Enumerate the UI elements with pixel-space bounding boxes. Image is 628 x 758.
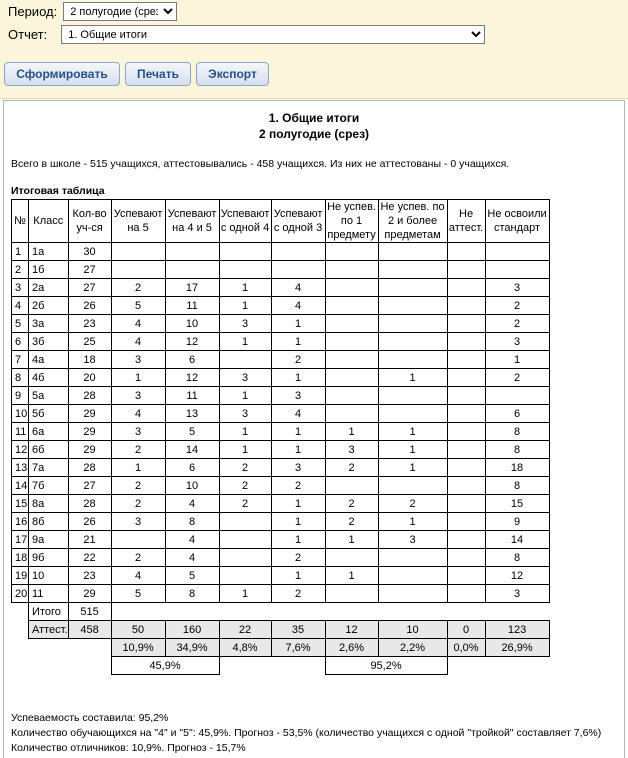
table-cell: 3 xyxy=(271,459,325,477)
table-cell xyxy=(447,387,485,405)
table-cell xyxy=(219,261,271,279)
attest-cell: 12 xyxy=(325,621,378,639)
col-header: Успевают с одной 3 xyxy=(271,200,325,243)
table-cell: 1 xyxy=(219,279,271,297)
attest-cell: 0 xyxy=(447,621,485,639)
table-cell: 1 xyxy=(378,423,447,441)
table-cell: 1 xyxy=(271,495,325,513)
table-cell: 5 xyxy=(111,585,165,603)
table-cell xyxy=(378,261,447,279)
class-name: 6а xyxy=(29,423,69,441)
col-header: Не освоили стандарт xyxy=(485,200,549,243)
table-row xyxy=(12,441,550,459)
table-cell: 8 xyxy=(485,423,549,441)
table-cell xyxy=(447,351,485,369)
table-cell: 29 xyxy=(68,405,111,423)
table-cell: 2 xyxy=(271,477,325,495)
table-cell xyxy=(325,477,378,495)
table-cell: 26 xyxy=(68,297,111,315)
report-label: Отчет: xyxy=(8,27,48,42)
table-cell xyxy=(378,405,447,423)
table-cell: 5 xyxy=(165,567,219,585)
row-number: 20 xyxy=(12,585,29,603)
table-cell: 1 xyxy=(111,459,165,477)
period-row xyxy=(8,2,177,21)
table-row xyxy=(12,513,550,531)
group-percent-right: 95,2% xyxy=(325,657,447,675)
table-cell: 1 xyxy=(111,369,165,387)
table-cell xyxy=(447,423,485,441)
table-cell: 2 xyxy=(485,315,549,333)
table-cell: 29 xyxy=(68,423,111,441)
table-cell: 1 xyxy=(485,351,549,369)
table-cell: 21 xyxy=(68,531,111,549)
report-summary: Всего в школе - 515 учащихся, аттестовывались - 458 учащихся. Из них не аттестованы - 0 учащихся. xyxy=(11,158,510,170)
table-cell: 12 xyxy=(485,567,549,585)
table-cell: 11 xyxy=(165,297,219,315)
class-name: 8б xyxy=(29,513,69,531)
table-cell xyxy=(447,369,485,387)
percent-cell: 34,9% xyxy=(165,639,219,657)
table-cell: 6 xyxy=(165,459,219,477)
table-cell: 3 xyxy=(219,405,271,423)
table-cell xyxy=(325,333,378,351)
table-cell: 1 xyxy=(378,369,447,387)
table-cell xyxy=(219,513,271,531)
table-cell: 3 xyxy=(325,441,378,459)
table-cell xyxy=(447,297,485,315)
table-cell xyxy=(485,243,549,261)
table-cell xyxy=(447,279,485,297)
table-cell: 13 xyxy=(165,405,219,423)
table-cell: 26 xyxy=(68,513,111,531)
table-cell: 3 xyxy=(485,333,549,351)
table-cell: 2 xyxy=(111,441,165,459)
table-cell: 2 xyxy=(111,549,165,567)
table-cell xyxy=(378,549,447,567)
table-row xyxy=(12,549,550,567)
class-name: 7б xyxy=(29,477,69,495)
table-cell: 2 xyxy=(325,495,378,513)
table-cell: 10 xyxy=(165,315,219,333)
table-cell: 1 xyxy=(325,567,378,585)
period-label: Период: xyxy=(8,4,58,19)
table-cell: 5 xyxy=(111,297,165,315)
table-cell: 22 xyxy=(68,549,111,567)
table-cell: 2 xyxy=(111,495,165,513)
table-cell xyxy=(447,459,485,477)
table-cell: 11 xyxy=(165,387,219,405)
table-cell: 2 xyxy=(271,585,325,603)
row-number: 5 xyxy=(12,315,29,333)
total-row xyxy=(12,603,550,621)
total-value: 515 xyxy=(68,603,111,621)
table-cell xyxy=(447,567,485,585)
total-label: Итого xyxy=(29,603,69,621)
footer-line: Количество отличников: 10,9%. Прогноз - 15,7% xyxy=(11,742,246,754)
row-number: 19 xyxy=(12,567,29,585)
table-row xyxy=(12,369,550,387)
row-number: 9 xyxy=(12,387,29,405)
table-cell xyxy=(219,567,271,585)
col-header: Успевают на 5 xyxy=(111,200,165,243)
table-cell: 3 xyxy=(219,315,271,333)
class-name: 2а xyxy=(29,279,69,297)
table-cell xyxy=(447,513,485,531)
table-cell: 2 xyxy=(378,495,447,513)
attest-cell: 458 xyxy=(68,621,111,639)
table-cell xyxy=(378,477,447,495)
results-table xyxy=(11,199,550,675)
attest-cell: 35 xyxy=(271,621,325,639)
table-cell: 1 xyxy=(325,531,378,549)
table-cell xyxy=(325,387,378,405)
table-cell xyxy=(111,243,165,261)
table-cell xyxy=(485,261,549,279)
row-number: 17 xyxy=(12,531,29,549)
class-name: 4б xyxy=(29,369,69,387)
attest-cell: 50 xyxy=(111,621,165,639)
table-cell xyxy=(378,279,447,297)
class-name: 7а xyxy=(29,459,69,477)
row-number: 7 xyxy=(12,351,29,369)
table-cell: 3 xyxy=(111,513,165,531)
row-number: 4 xyxy=(12,297,29,315)
table-cell xyxy=(219,243,271,261)
table-cell: 4 xyxy=(271,405,325,423)
table-row xyxy=(12,567,550,585)
table-cell xyxy=(378,351,447,369)
table-cell: 4 xyxy=(111,315,165,333)
table-cell: 1 xyxy=(325,423,378,441)
col-header: Не успев. по 1 предмету xyxy=(325,200,378,243)
table-cell xyxy=(111,531,165,549)
table-cell: 1 xyxy=(219,423,271,441)
table-cell xyxy=(219,531,271,549)
table-cell: 2 xyxy=(219,459,271,477)
table-cell xyxy=(447,585,485,603)
table-cell xyxy=(378,387,447,405)
table-row xyxy=(12,333,550,351)
table-cell xyxy=(219,549,271,567)
table-cell: 2 xyxy=(485,297,549,315)
table-cell xyxy=(325,549,378,567)
percent-cell: 10,9% xyxy=(111,639,165,657)
period-select[interactable] xyxy=(63,2,177,21)
table-row xyxy=(12,459,550,477)
table-cell: 8 xyxy=(485,441,549,459)
table-cell: 1 xyxy=(219,585,271,603)
table-cell xyxy=(271,261,325,279)
table-cell: 1 xyxy=(271,333,325,351)
percent-row xyxy=(12,639,550,657)
table-row xyxy=(12,261,550,279)
class-name: 2б xyxy=(29,297,69,315)
class-name: 1а xyxy=(29,243,69,261)
row-number: 13 xyxy=(12,459,29,477)
table-cell: 2 xyxy=(325,513,378,531)
table-cell: 8 xyxy=(165,513,219,531)
table-cell: 2 xyxy=(485,369,549,387)
table-cell: 29 xyxy=(68,441,111,459)
table-row xyxy=(12,585,550,603)
row-number: 10 xyxy=(12,405,29,423)
table-cell: 1 xyxy=(378,441,447,459)
generate-button[interactable]: Сформировать xyxy=(4,62,120,86)
table-cell: 2 xyxy=(271,351,325,369)
percent-cell: 0,0% xyxy=(447,639,485,657)
table-cell: 1 xyxy=(219,333,271,351)
class-name: 3б xyxy=(29,333,69,351)
table-cell: 1 xyxy=(219,297,271,315)
class-name: 1б xyxy=(29,261,69,279)
table-row xyxy=(12,315,550,333)
table-cell: 1 xyxy=(219,387,271,405)
row-number: 14 xyxy=(12,477,29,495)
table-cell: 3 xyxy=(219,369,271,387)
table-cell: 29 xyxy=(68,585,111,603)
row-number: 1 xyxy=(12,243,29,261)
table-cell: 4 xyxy=(271,279,325,297)
attest-cell: 123 xyxy=(485,621,549,639)
table-cell: 4 xyxy=(165,495,219,513)
table-cell xyxy=(378,567,447,585)
class-name: 3а xyxy=(29,315,69,333)
group-percent-row xyxy=(12,657,550,675)
col-header: Класс xyxy=(29,200,69,243)
table-caption: Итоговая таблица xyxy=(11,185,105,197)
class-name: 4а xyxy=(29,351,69,369)
attest-cell: 160 xyxy=(165,621,219,639)
percent-cell: 2,2% xyxy=(378,639,447,657)
table-cell: 3 xyxy=(111,387,165,405)
table-cell xyxy=(325,585,378,603)
table-cell: 2 xyxy=(219,495,271,513)
row-number: 2 xyxy=(12,261,29,279)
table-cell: 17 xyxy=(165,279,219,297)
table-cell: 8 xyxy=(165,585,219,603)
table-cell xyxy=(447,261,485,279)
table-row xyxy=(12,387,550,405)
table-cell: 6 xyxy=(485,405,549,423)
table-cell xyxy=(447,243,485,261)
table-cell xyxy=(325,261,378,279)
table-cell xyxy=(378,585,447,603)
table-cell: 1 xyxy=(271,567,325,585)
table-cell: 12 xyxy=(165,369,219,387)
table-cell: 3 xyxy=(378,531,447,549)
table-cell: 4 xyxy=(165,549,219,567)
attest-cell: 10 xyxy=(378,621,447,639)
table-cell: 27 xyxy=(68,477,111,495)
table-cell: 1 xyxy=(378,459,447,477)
percent-cell: 26,9% xyxy=(485,639,549,657)
table-cell: 10 xyxy=(165,477,219,495)
row-number: 3 xyxy=(12,279,29,297)
table-cell xyxy=(447,315,485,333)
table-cell xyxy=(165,243,219,261)
table-cell xyxy=(447,405,485,423)
table-cell: 4 xyxy=(111,333,165,351)
col-header: Успевают на 4 и 5 xyxy=(165,200,219,243)
table-cell xyxy=(447,477,485,495)
table-cell xyxy=(378,315,447,333)
filter-panel xyxy=(0,0,628,99)
attest-label: Аттест. xyxy=(29,621,69,639)
attest-cell: 22 xyxy=(219,621,271,639)
row-number: 11 xyxy=(12,423,29,441)
table-cell: 28 xyxy=(68,387,111,405)
table-cell: 9 xyxy=(485,513,549,531)
table-cell: 3 xyxy=(271,387,325,405)
table-cell xyxy=(325,405,378,423)
table-cell: 20 xyxy=(68,369,111,387)
export-button[interactable]: Экспорт xyxy=(196,62,269,86)
table-cell: 2 xyxy=(111,477,165,495)
table-cell: 2 xyxy=(271,549,325,567)
table-cell: 25 xyxy=(68,333,111,351)
table-cell: 2 xyxy=(111,279,165,297)
table-cell xyxy=(485,387,549,405)
table-cell xyxy=(325,351,378,369)
table-cell: 1 xyxy=(271,531,325,549)
class-name: 10 xyxy=(29,567,69,585)
table-cell: 28 xyxy=(68,459,111,477)
table-cell xyxy=(165,261,219,279)
table-cell xyxy=(325,315,378,333)
table-row xyxy=(12,351,550,369)
class-name: 8а xyxy=(29,495,69,513)
table-row xyxy=(12,423,550,441)
table-cell xyxy=(325,369,378,387)
group-percent-left: 45,9% xyxy=(111,657,219,675)
table-cell xyxy=(325,243,378,261)
attest-row xyxy=(12,621,550,639)
percent-cell: 4,8% xyxy=(219,639,271,657)
percent-cell: 7,6% xyxy=(271,639,325,657)
table-cell xyxy=(447,333,485,351)
table-cell: 1 xyxy=(219,441,271,459)
table-cell xyxy=(447,495,485,513)
table-cell: 1 xyxy=(271,441,325,459)
table-cell: 3 xyxy=(485,279,549,297)
table-cell: 18 xyxy=(485,459,549,477)
row-number: 15 xyxy=(12,495,29,513)
col-header: Не успев. по 2 и более предметам xyxy=(378,200,447,243)
table-cell: 23 xyxy=(68,315,111,333)
col-header: Не аттест. xyxy=(447,200,485,243)
class-name: 5а xyxy=(29,387,69,405)
report-title: 1. Общие итоги xyxy=(268,111,360,125)
table-cell: 5 xyxy=(165,423,219,441)
table-cell xyxy=(447,531,485,549)
report-row xyxy=(8,25,485,44)
table-cell: 18 xyxy=(68,351,111,369)
report-subtitle: 2 полугодие (срез) xyxy=(258,127,370,141)
table-row xyxy=(12,297,550,315)
footer-line: Успеваемость составила: 95,2% xyxy=(11,712,169,724)
table-cell: 2 xyxy=(219,477,271,495)
table-cell: 8 xyxy=(485,477,549,495)
table-cell: 1 xyxy=(271,315,325,333)
print-button[interactable]: Печать xyxy=(125,62,191,86)
table-cell: 4 xyxy=(111,567,165,585)
table-row xyxy=(12,243,550,261)
table-cell xyxy=(325,279,378,297)
table-cell xyxy=(378,243,447,261)
report-select[interactable] xyxy=(61,25,485,44)
col-header: Успевают с одной 4 xyxy=(219,200,271,243)
table-cell xyxy=(447,549,485,567)
table-cell: 2 xyxy=(325,459,378,477)
table-cell: 27 xyxy=(68,261,111,279)
table-cell: 15 xyxy=(485,495,549,513)
table-cell xyxy=(378,297,447,315)
table-cell: 12 xyxy=(165,333,219,351)
table-cell: 27 xyxy=(68,279,111,297)
class-name: 9а xyxy=(29,531,69,549)
table-cell: 1 xyxy=(271,513,325,531)
percent-cell: 2,6% xyxy=(325,639,378,657)
table-cell xyxy=(219,351,271,369)
col-header: Кол-во уч-ся xyxy=(68,200,111,243)
table-cell: 30 xyxy=(68,243,111,261)
table-cell: 3 xyxy=(111,351,165,369)
footer-line: Количество обучающихся на "4" и "5": 45,9%. Прогноз - 53,5% (количество учащихся с одной "тройкой" составляет 7,6%) xyxy=(11,727,602,739)
table-cell: 4 xyxy=(165,531,219,549)
table-cell: 14 xyxy=(485,531,549,549)
class-name: 11 xyxy=(29,585,69,603)
row-number: 6 xyxy=(12,333,29,351)
class-name: 5б xyxy=(29,405,69,423)
table-row xyxy=(12,405,550,423)
table-header-row xyxy=(12,200,550,243)
table-cell: 1 xyxy=(271,369,325,387)
table-row xyxy=(12,531,550,549)
table-cell: 3 xyxy=(111,423,165,441)
table-cell: 28 xyxy=(68,495,111,513)
table-cell xyxy=(111,261,165,279)
table-cell: 1 xyxy=(378,513,447,531)
table-row xyxy=(12,495,550,513)
table-cell: 4 xyxy=(271,297,325,315)
class-name: 9б xyxy=(29,549,69,567)
table-cell xyxy=(447,441,485,459)
table-cell xyxy=(271,243,325,261)
class-name: 6б xyxy=(29,441,69,459)
row-number: 8 xyxy=(12,369,29,387)
table-cell: 23 xyxy=(68,567,111,585)
table-cell: 1 xyxy=(271,423,325,441)
table-cell: 4 xyxy=(111,405,165,423)
row-number: 16 xyxy=(12,513,29,531)
table-row xyxy=(12,279,550,297)
table-row xyxy=(12,477,550,495)
table-cell xyxy=(325,297,378,315)
table-cell xyxy=(378,333,447,351)
row-number: 12 xyxy=(12,441,29,459)
table-cell: 3 xyxy=(485,585,549,603)
table-cell: 8 xyxy=(485,549,549,567)
row-number: 18 xyxy=(12,549,29,567)
col-header: № xyxy=(12,200,29,243)
table-cell: 14 xyxy=(165,441,219,459)
table-cell: 6 xyxy=(165,351,219,369)
